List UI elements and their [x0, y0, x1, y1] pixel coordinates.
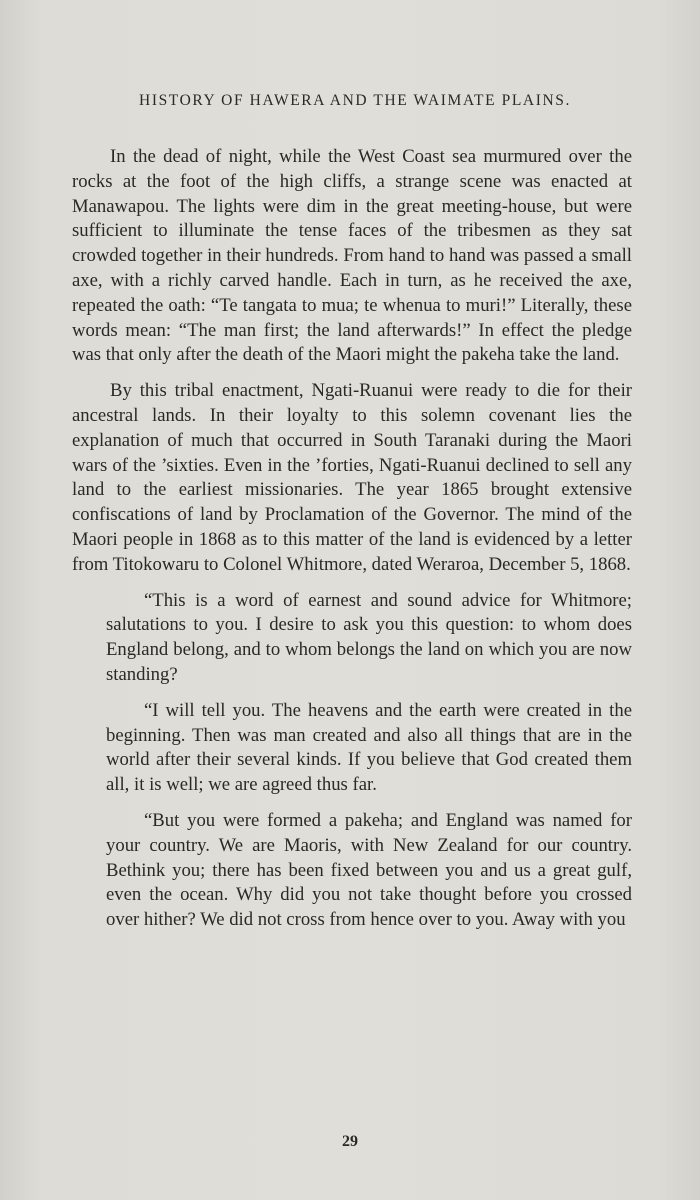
paragraph-manawapou-oath: In the dead of night, while the West Coast sea murmured over the rocks at the foot of the high cliffs, a strange scene was enacted at Manawapou. The lights were dim in the great meeting-house, but were sufficient to illuminate the tense faces of the tribesmen as they sat crowded together in their hundreds. From hand to hand was passed a small axe, with a richly carved handle. Each in turn, as he received the axe, repeated the oath: “Te tangata to mua; te whenua to muri!” Literally, these words mean: “The man first; the land afterwards!” In effect the pledge was that only after the death of the Maori might the pakeha take the land. — [72, 146, 632, 366]
letter-paragraph: “But you were formed a pakeha; and England was named for your country. We are Maoris, with New Zealand for our country. Bethink you; there has been fixed between you and us a great gulf, even the ocean. Why did you not take thought before you crossed over hither? We did not cross from hence over to you. Away with you — [106, 809, 632, 931]
body-text — [72, 145, 632, 933]
letter-paragraph: “This is a word of earnest and sound advice for Whitmore; salutations to you. I desire to ask you this question: to whom does England belong, and to whom belongs the land on which you are now standing? — [106, 589, 632, 685]
letter-paragraph: “I will tell you. The heavens and the earth were created in the beginning. Then was man created and also all things that are in the world after their several kinds. If you believe that God created them all, it is well; we are agreed thus far. — [106, 699, 632, 796]
page-number: 29 — [342, 1133, 358, 1150]
running-head: HISTORY OF HAWERA AND THE WAIMATE PLAINS. — [139, 92, 571, 109]
paragraph-tribal-enactment: By this tribal enactment, Ngati-Ruanui were ready to die for their ancestral lands. In their loyalty to this solemn covenant lies the explanation of much that occurred in South Taranaki during the Maori wars of the ’sixties. Even in the ’forties, Ngati-Ruanui declined to sell any land to the earliest missionaries. The year 1865 brought extensive confiscations of land by Proclamation of the Governor. The mind of the Maori people in 1868 as to this matter of the land is evidenced by a letter from Titokowaru to Colonel Whitmore, dated Weraroa, December 5, 1868. — [72, 380, 632, 575]
